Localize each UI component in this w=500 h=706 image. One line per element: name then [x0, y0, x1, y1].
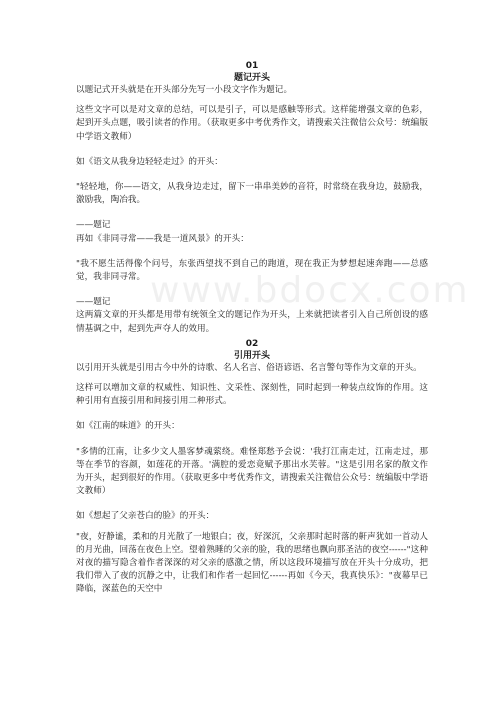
paragraph: 这些文字可以是对文章的总结，可以是引子，可以是感触等形式。这样能增强文章的色彩，起到开头点题，吸引读者的作用。（获取更多中考优秀作文，请搜索关注微信公众号：统编版中学语文教师）: [76, 105, 428, 142]
section-title: 引用开头: [233, 350, 270, 361]
epigraph-attribution: ——题记: [76, 220, 111, 231]
quote-paragraph: "轻轻地，你——语文，从我身边走过，留下一串串美妙的音符，时常绕在我身边，鼓励我，激励我，陶冶我。: [76, 182, 428, 206]
paragraph: 如《江南的味道》的开头：: [76, 421, 180, 432]
quote-paragraph: "夜，好静谧，柔和的月光散了一地银白；夜，好深沉，父亲那时起时落的鼾声犹如一首动人的月光曲，回荡在夜色上空。望着熟睡的父亲的脸，我的思绪也飘向那圣洁的夜空------"这种对夜的描写隐含着作者深深的对父亲的感激之情，所以这段环境描写放在开头十分成功，把我们带入了夜的沉静之中，让我们和作者一起回忆------再如《今天，我真快乐》："夜幕早已降临，深蓝色的天空中: [76, 531, 428, 595]
section-title: 题记开头: [233, 73, 270, 83]
watermark: www.bdocx.com: [150, 270, 470, 311]
paragraph: 再如《非同寻常——我是一道风景》的开头：: [76, 233, 249, 244]
paragraph: 如《想起了父亲苍白的脸》的开头：: [76, 511, 215, 522]
paragraph: 这两篇文章的开头都是用带有统领全文的题记作为开头，上来就把读者引入自己所创设的感情基调之中，起到先声夺人的效用。: [76, 310, 428, 334]
quote-paragraph: "多情的江南，让多少文人墨客梦魂萦绕。难怪郑愁予会说：'我打江南走过，江南走过，那等在季节的容颜，如莲花的开落。'满腔的爱恋竟赋予那出水芙蓉。"这是引用名家的散文作为开头，起到很好的作用。（获取更多中考优秀作文，请搜索关注微信公众号：统编版中学语文教师）: [76, 446, 428, 497]
epigraph-attribution: ——题记: [76, 297, 111, 308]
quote-paragraph: "我不愿生活得像个问号，东张西望找不到自己的跑道，现在我正为梦想起速奔跑——总感觉，我非同寻常。: [76, 258, 428, 283]
section-number: 01: [245, 61, 259, 71]
document-page: [76, 58, 428, 597]
paragraph: 如《语文从我身边轻轻走过》的开头：: [76, 156, 223, 167]
paragraph: 以题记式开头就是在开头部分先写一小段文字作为题记。: [76, 85, 293, 95]
section-number: 02: [245, 338, 259, 349]
paragraph: 这样可以增加文章的权威性、知识性、文采性、深刻性，同时起到一种装点纹饰的作用。这种引用有直接引用和间接引用二种形式。: [76, 383, 428, 407]
paragraph: 以引用开头就是引用古今中外的诗歌、名人名言、俗语谚语、名言警句等作为文章的开头。: [76, 362, 422, 373]
